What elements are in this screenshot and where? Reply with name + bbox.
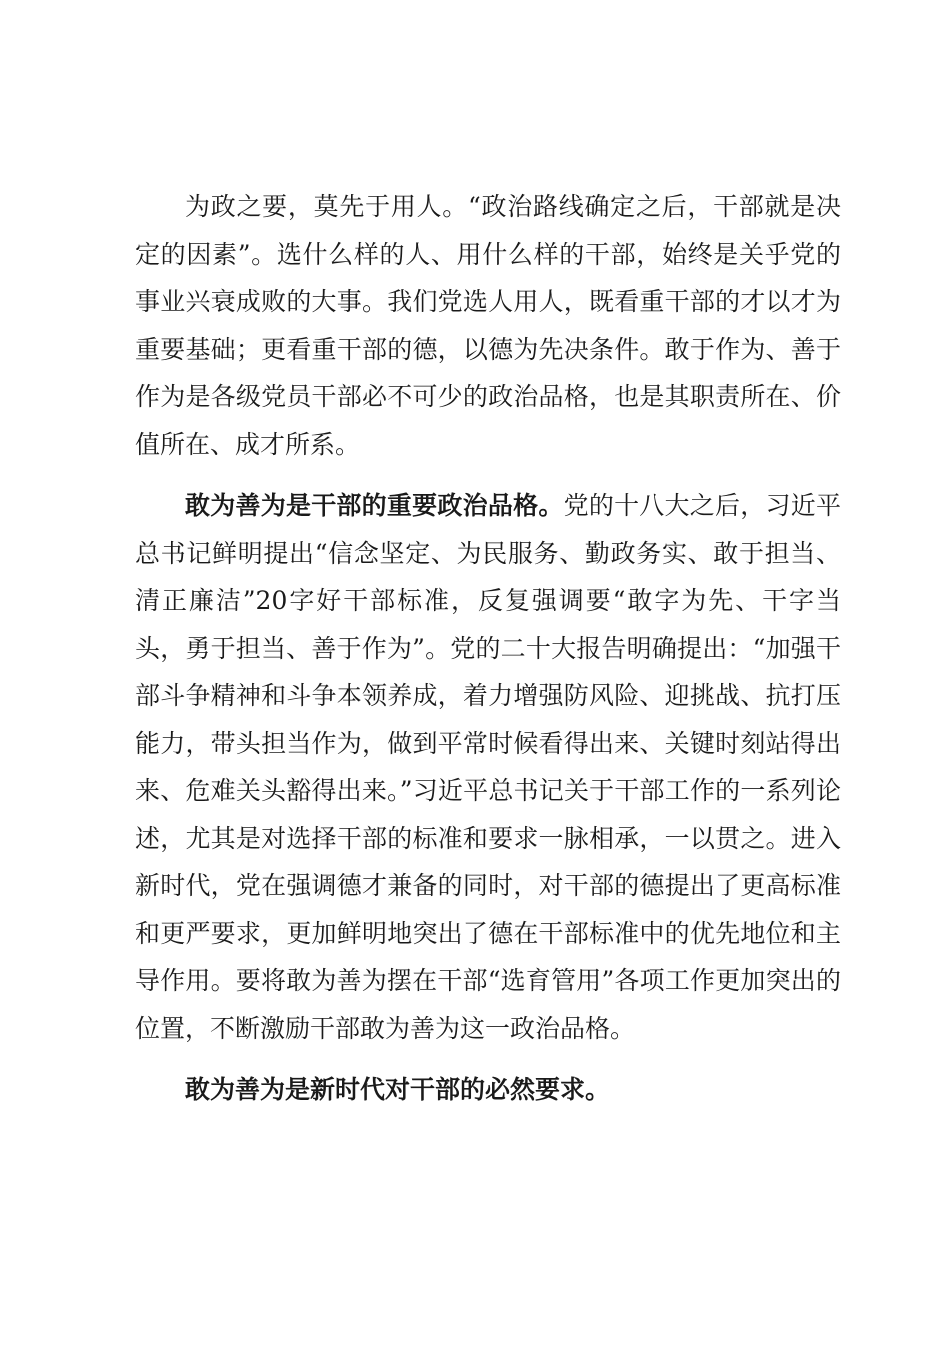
paragraph-lead: 敢为善为是干部的重要政治品格。 xyxy=(185,491,564,520)
paragraph-text: 党的十八大之后，习近平总书记鲜明提出“信念坚定、为民服务、勤政务实、敢于担当、清正廉洁”20字好干部标准，反复强调要“敢字为先、干字当头，勇于担当、善于作为”。党的二十大报告明确提出：“加强干部斗争精神和斗争本领养成，着力增强防风险、迎挑战、抗打压能力，带头担当作为，做到平常时候看得出来、关键时刻站得出来、危难关头豁得出来。”习近平总书记关于干部工作的一系列论述，尤其是对选择干部的标准和要求一脉相承，一以贯之。进入新时代，党在强调德才兼备的同时，对干部的德提出了更高标准和更严要求，更加鲜明地突出了德在干部标准中的优先地位和主导作用。要将敢为善为摆在干部“选育管用”各项工作更加突出的位置，不断激励干部敢为善为这一政治品格。 xyxy=(135,491,841,1043)
paragraph-intro xyxy=(135,183,841,468)
paragraph-text: 为政之要，莫先于用人。“政治路线确定之后，干部就是决定的因素”。选什么样的人、用什么样的干部，始终是关乎党的事业兴衰成败的大事。我们党选人用人，既看重干部的才以才为重要基础；更看重干部的德，以德为先决条件。敢于作为、善于作为是各级党员干部必不可少的政治品格，也是其职责所在、价值所在、成才所系。 xyxy=(135,192,841,459)
paragraph-political-quality xyxy=(135,482,841,1052)
paragraph-lead: 敢为善为是新时代对干部的必然要求。 xyxy=(185,1075,611,1104)
document-body xyxy=(135,183,841,1128)
paragraph-new-era-requirement xyxy=(135,1066,841,1114)
